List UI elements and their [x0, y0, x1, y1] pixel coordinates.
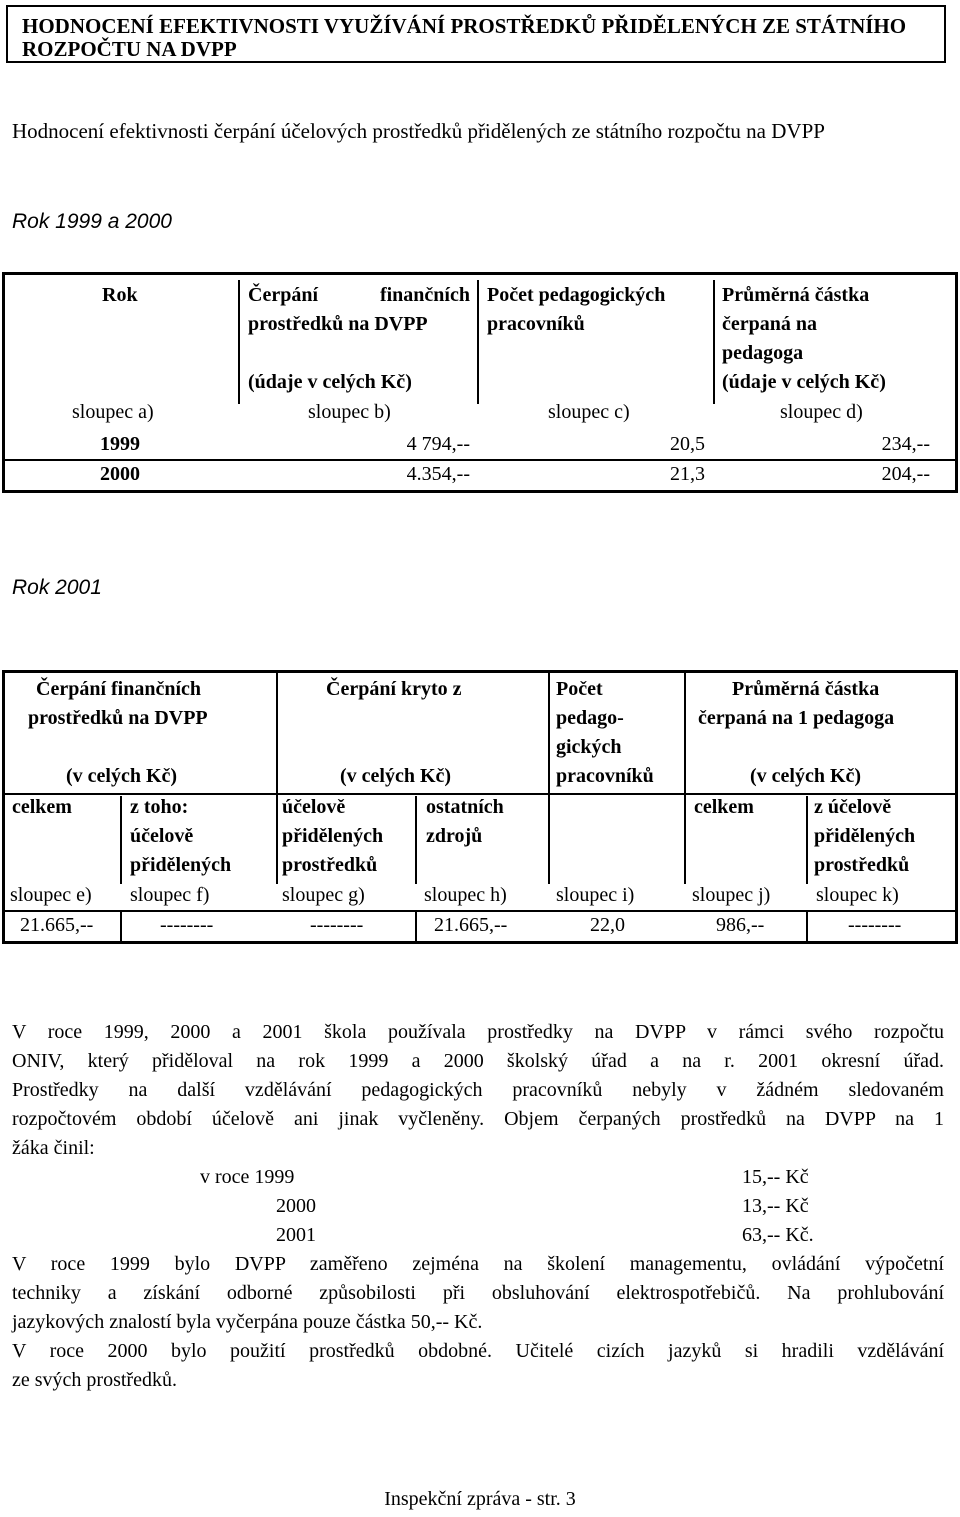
- t2-divider: [806, 912, 808, 941]
- t2-header-cerpani-unit: (v celých Kč): [66, 765, 178, 787]
- t1-header-rok: Rok: [102, 284, 138, 306]
- t1-cell-cerpani: 4.354,--: [406, 463, 470, 485]
- t2-header-kryto-unit: (v celých Kč): [340, 765, 452, 787]
- t1-column-label: sloupec c): [548, 401, 630, 423]
- per-student-value: 15,-- Kč: [742, 1166, 809, 1188]
- per-student-label: 2000: [276, 1195, 316, 1217]
- body-line: jazykových znalostí byla vyčerpána pouze částka 50,-- Kč.: [12, 1311, 483, 1333]
- t1-header-cerpani-line2: prostředků na DVPP: [248, 313, 428, 335]
- t2-divider: [548, 673, 550, 884]
- body-line: V roce 1999 bylo DVPP zaměřeno zejména na školení managementu, ovládání výpočetní: [12, 1253, 944, 1275]
- t2-divider: [415, 796, 417, 884]
- t2-header-pocet-line4: pracovníků: [556, 765, 654, 787]
- t1-header-prumer-unit: (údaje v celých Kč): [722, 371, 886, 393]
- t2-header-ztoho-line2: účelově: [130, 825, 194, 847]
- t1-cell-rok: 2000: [100, 463, 140, 485]
- t2-header-prumer-line1: Průměrná částka: [732, 678, 880, 700]
- t2-header-cerpani-line1: Čerpání finančních: [36, 678, 202, 700]
- t2-cell: --------: [848, 914, 902, 936]
- t2-column-label: sloupec j): [692, 884, 771, 906]
- body-line: techniky a získání odborné způsobilosti při obsluhování elektrospotřebičů. Na prohlubování: [12, 1282, 944, 1304]
- t2-header-cerpani-line2: prostředků na DVPP: [28, 707, 208, 729]
- t1-header-prumer-line3: pedagoga: [722, 342, 804, 364]
- t1-header-cerpani-line1: Čerpání finančních: [248, 284, 470, 306]
- t1-divider: [238, 280, 240, 404]
- page-footer: Inspekční zpráva - str. 3: [384, 1488, 576, 1510]
- t1-cell-rok: 1999: [100, 433, 140, 455]
- section-heading-2001: Rok 2001: [12, 576, 102, 599]
- body-line: Prostředky na další vzdělávání pedagogických pracovníků nebyly v žádném sledovaném: [12, 1079, 944, 1101]
- body-line: V roce 2000 bylo použití prostředků obdobné. Učitelé cizích jazyků si hradili vzdělávání: [12, 1340, 944, 1362]
- t2-cell: --------: [310, 914, 364, 936]
- t2-divider: [806, 796, 808, 884]
- body-paragraph-2: [12, 1250, 944, 1395]
- t2-divider: [415, 912, 417, 941]
- t2-divider: [684, 673, 686, 884]
- t2-header-zucelove-line2: přidělených: [814, 825, 916, 847]
- body-line: žáka činil:: [12, 1137, 95, 1159]
- body-line: rozpočtovém období účelově ani jinak vyčleněny. Objem čerpaných prostředků na DVPP na 1: [12, 1108, 944, 1130]
- body-text: [12, 1018, 944, 1163]
- per-student-label: v roce 1999: [200, 1166, 295, 1188]
- t2-column-label: sloupec f): [130, 884, 210, 906]
- t2-cell: 986,--: [716, 914, 765, 936]
- t2-header-ztoho-line1: z toho:: [130, 796, 189, 818]
- per-student-label: 2001: [276, 1224, 316, 1246]
- per-student-value: 63,-- Kč.: [742, 1224, 814, 1246]
- t2-divider: [276, 673, 278, 884]
- section-heading-1999-2000: Rok 1999 a 2000: [12, 210, 172, 233]
- page-subtitle: Hodnocení efektivnosti čerpání účelových prostředků přidělených ze státního rozpočtu na DVPP: [12, 119, 825, 143]
- t1-cell-prumer: 234,--: [881, 433, 930, 455]
- t2-divider: [120, 796, 122, 884]
- t2-header-ucelove-line1: účelově: [282, 796, 346, 818]
- body-line: V roce 1999, 2000 a 2001 škola používala prostředky na DVPP v rámci svého rozpočtu: [12, 1021, 944, 1043]
- t1-header-prumer-line1: Průměrná částka: [722, 284, 870, 306]
- t2-header-zucelove-line1: z účelově: [814, 796, 892, 818]
- per-student-value: 13,-- Kč: [742, 1195, 809, 1217]
- t1-column-label: sloupec b): [308, 401, 391, 423]
- t2-column-label: sloupec k): [816, 884, 899, 906]
- t2-header-pocet-line1: Počet: [556, 678, 603, 700]
- t2-column-label: sloupec i): [556, 884, 635, 906]
- body-line: ze svých prostředků.: [12, 1369, 177, 1391]
- t1-cell-pocet: 20,5: [670, 433, 705, 455]
- report-banner: [6, 5, 946, 63]
- t2-header-pocet-line3: gických: [556, 736, 622, 758]
- t1-header-pocet-line1: Počet pedagogických: [487, 284, 666, 306]
- t2-column-label: sloupec e): [10, 884, 92, 906]
- t2-header-ucelove-line2: přidělených: [282, 825, 384, 847]
- t2-header-ucelove-line3: prostředků: [282, 854, 378, 876]
- t2-header-kryto: Čerpání kryto z: [326, 678, 462, 700]
- t1-column-label: sloupec d): [780, 401, 863, 423]
- t2-header-zucelove-line3: prostředků: [814, 854, 910, 876]
- t1-header-prumer-line2: čerpaná na: [722, 313, 817, 335]
- body-line: ONIV, který přiděloval na rok 1999 a 2000 školský úřad a na r. 2001 okresní úřad.: [12, 1050, 944, 1072]
- t2-header-prumer-unit: (v celých Kč): [750, 765, 862, 787]
- t2-cell: 22,0: [590, 914, 625, 936]
- t2-cell: 21.665,--: [20, 914, 94, 936]
- t1-divider: [477, 280, 479, 404]
- t1-cell-pocet: 21,3: [670, 463, 705, 485]
- t2-header-ostatnich-line1: ostatních: [426, 796, 504, 818]
- t2-divider: [120, 912, 122, 941]
- t2-header-celkem-prumer: celkem: [694, 796, 754, 818]
- t1-cell-cerpani: 4 794,--: [406, 433, 470, 455]
- t2-column-label: sloupec h): [424, 884, 507, 906]
- t1-column-label: sloupec a): [72, 401, 154, 423]
- banner-title: HODNOCENÍ EFEKTIVNOSTI VYUŽÍVÁNÍ PROSTŘEDKŮ PŘIDĚLENÝCH ZE STÁTNÍHO ROZPOČTU NA DVPP: [22, 14, 907, 61]
- t1-header-cerpani-unit: (údaje v celých Kč): [248, 371, 412, 393]
- t2-header-prumer-line2: čerpaná na 1 pedagoga: [698, 707, 895, 729]
- t2-column-label: sloupec g): [282, 884, 365, 906]
- t2-header-pocet-line2: pedago-: [556, 707, 624, 729]
- t2-header-ztoho-line3: přidělených: [130, 854, 232, 876]
- t1-divider: [713, 280, 715, 404]
- t2-header-ostatnich-line2: zdrojů: [426, 825, 483, 847]
- t1-header-pocet-line2: pracovníků: [487, 313, 585, 335]
- t2-cell: --------: [160, 914, 214, 936]
- t1-cell-prumer: 204,--: [881, 463, 930, 485]
- t2-cell: 21.665,--: [434, 914, 508, 936]
- t2-header-celkem: celkem: [12, 796, 72, 818]
